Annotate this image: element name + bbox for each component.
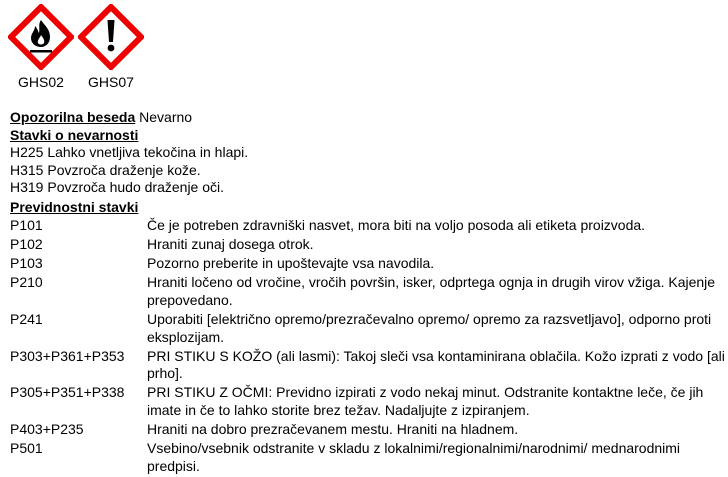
precaution-heading: Previdnostni stavki bbox=[10, 198, 139, 215]
precaution-statement bbox=[10, 421, 725, 439]
precaution-statement bbox=[10, 348, 725, 383]
precaution-text: Če je potreben zdravniški nasvet, mora biti na voljo posoda ali etiketa proizvoda. bbox=[147, 216, 646, 233]
precaution-text: Pozorno preberite in upoštevajte vsa navodila. bbox=[147, 254, 435, 271]
precaution-code: P103 bbox=[10, 254, 43, 271]
hazard-statement: H315 Povzroča draženje kože. bbox=[10, 161, 201, 178]
pictogram-ghs02 bbox=[8, 4, 74, 90]
precaution-text: Uporabiti [električno opremo/prezračevalno opremo/ opremo za razsvetljavo], odporno proti eksplozijam. bbox=[147, 310, 712, 345]
hazard-statement: H225 Lahko vnetljiva tekočina in hlapi. bbox=[10, 144, 249, 161]
exclamation-icon bbox=[78, 4, 144, 70]
precaution-code: P303+P361+P353 bbox=[10, 347, 125, 364]
signal-word: Opozorilna beseda Nevarno bbox=[10, 109, 193, 125]
precaution-text: Hraniti na dobro prezračevanem mestu. Hraniti na hladnem. bbox=[147, 421, 519, 438]
precaution-statement bbox=[10, 236, 725, 254]
precaution-statement bbox=[10, 255, 725, 273]
label-elements bbox=[10, 109, 725, 477]
precaution-code: P241 bbox=[10, 310, 43, 327]
hazard-statement: H319 Povzroča hudo draženje oči. bbox=[10, 179, 225, 196]
precaution-code: P403+P235 bbox=[10, 421, 84, 438]
pictogram-ghs07 bbox=[78, 4, 144, 90]
precaution-statement bbox=[10, 217, 725, 235]
flame-icon bbox=[8, 4, 74, 70]
pictograms bbox=[8, 4, 144, 90]
hazard-heading: Stavki o nevarnosti bbox=[10, 126, 139, 143]
precaution-code: P101 bbox=[10, 216, 43, 233]
pictogram-code: GHS02 bbox=[18, 74, 64, 90]
precaution-text: Vsebino/vsebnik odstranite v skladu z lokalnimi/regionalnimi/narodnimi/ mednarodnimi predpisi. bbox=[147, 440, 681, 475]
pictogram-code: GHS07 bbox=[88, 74, 134, 90]
precaution-code: P210 bbox=[10, 274, 43, 291]
precaution-statement bbox=[10, 440, 725, 475]
precaution-statement bbox=[10, 311, 725, 346]
precaution-code: P305+P351+P338 bbox=[10, 384, 125, 401]
precaution-statement bbox=[10, 384, 725, 419]
precaution-text: PRI STIKU S KOŽO (ali lasmi): Takoj sleči vsa kontaminirana oblačila. Kožo izprati z vodo [ali prho]. bbox=[147, 347, 725, 382]
precaution-code: P102 bbox=[10, 235, 43, 252]
precaution-text: PRI STIKU Z OČMI: Previdno izpirati z vodo nekaj minut. Odstranite kontaktne leče, če jih imate in če to lahko storite brez težav. Nadaljujte z izpiranjem. bbox=[147, 384, 704, 419]
precaution-text: Hraniti zunaj dosega otrok. bbox=[147, 235, 314, 252]
precaution-statement bbox=[10, 274, 725, 309]
precaution-text: Hraniti ločeno od vročine, vročih površin, isker, odprtega ognja in drugih virov vžiga. Kajenje prepovedano. bbox=[147, 274, 716, 308]
precaution-code: P501 bbox=[10, 440, 43, 457]
